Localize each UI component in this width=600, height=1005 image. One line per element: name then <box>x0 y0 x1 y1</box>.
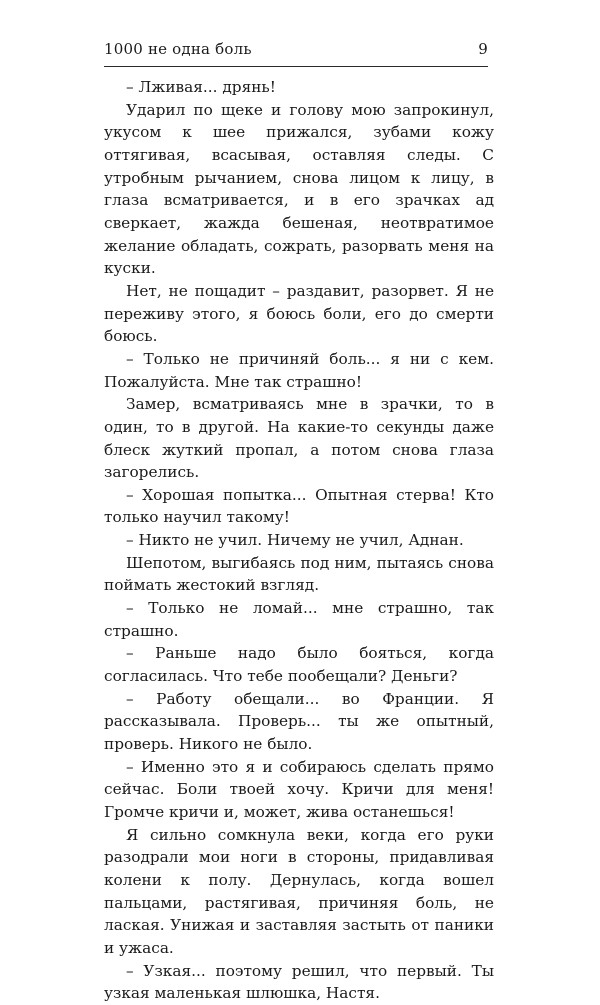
book-title: 1000 не одна боль <box>104 40 252 58</box>
paragraph: Шепотом, выгибаясь под ним, пытаясь снова поймать жестокий взгляд. <box>104 553 494 595</box>
page-number: 9 <box>478 40 488 58</box>
paragraph: Ударил по щеке и голову мою запрокинул, укусом к шее прижался, зубами кожу оттягивая, всасывая, оставляя следы. С утробным рычанием, снова лицом к лицу, в глаза всматривается, и в его зрачках ад сверкает, жажда бешеная, неотвратимое желание обладать, сожрать, разорвать меня на куски. <box>104 100 494 278</box>
paragraph: Я сильно сомкнула веки, когда его руки разодрали мои ноги в стороны, придавливая колени к полу. Дернулась, когда вошел пальцами, растягивая, причиняя боль, не лаская. Унижая и заставляя застыть от паники и ужаса. <box>104 825 494 957</box>
paragraph: – Никто не учил. Ничему не учил, Аднан. <box>126 531 464 550</box>
paragraph: – Только не причиняй боль... я ни с кем. Пожалуйста. Мне так страшно! <box>104 349 494 391</box>
paragraph: – Работу обещали... во Франции. Я рассказывала. Проверь... ты же опытный, проверь. Никого не было. <box>104 689 494 754</box>
paragraph: – Лживая... дрянь! <box>126 78 276 96</box>
body-text <box>104 76 494 1005</box>
paragraph: – Хорошая попытка... Опытная стерва! Кто только научил такому! <box>104 485 494 527</box>
paragraph: – Раньше надо было бояться, когда согласилась. Что тебе пообещали? Деньги? <box>104 644 494 686</box>
paragraph: – Именно это я и собираюсь сделать прямо сейчас. Боли твоей хочу. Кричи для меня! Громче кричи и, может, жива останешься! <box>104 757 494 821</box>
paragraph: – Узкая... поэтому решил, что первый. Ты узкая маленькая шлюшка, Настя. <box>104 961 494 1003</box>
header-rule <box>104 66 488 67</box>
paragraph: Замер, всматриваясь мне в зрачки, то в один, то в другой. На какие-то секунды даже блеск жуткий пропал, а потом снова глаза загорелись. <box>104 395 494 482</box>
paragraph: Нет, не пощадит – раздавит, разорвет. Я не переживу этого, я боюсь боли, его до смерти боюсь. <box>104 281 494 346</box>
running-header <box>104 40 488 62</box>
paragraph: – Только не ломай... мне страшно, так страшно. <box>104 599 494 640</box>
